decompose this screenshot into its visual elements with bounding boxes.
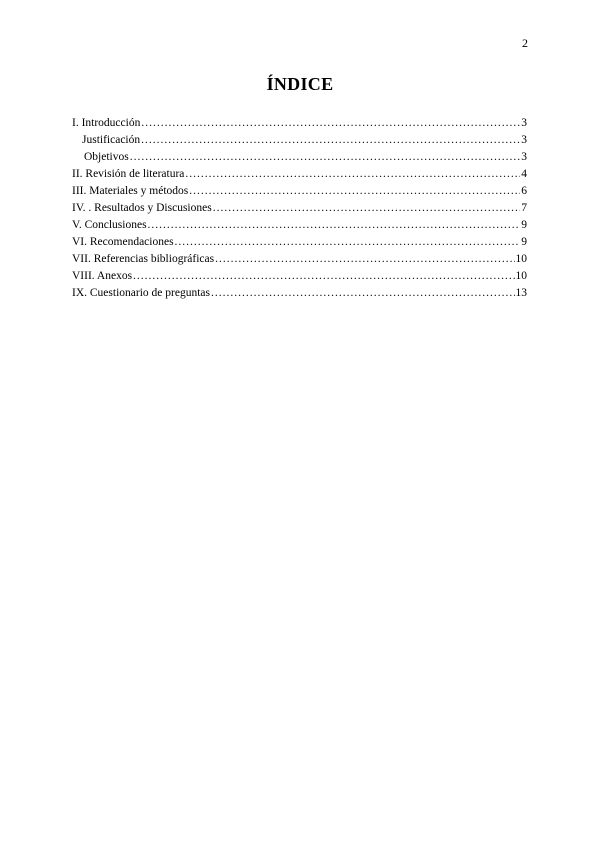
toc-entry-label: Justificación (82, 134, 141, 146)
toc-entry-page: 4 (521, 168, 527, 180)
toc-entry-page: 9 (521, 236, 527, 248)
toc-entry-page: 6 (521, 185, 527, 197)
toc-entry-page: 7 (521, 202, 527, 214)
toc-leader-dots (185, 166, 520, 183)
toc-entry-introduccion (72, 115, 527, 132)
toc-entry-label: VIII. Anexos (72, 270, 133, 282)
toc-leader-dots (189, 183, 520, 200)
toc-entry-revision-literatura (72, 166, 527, 183)
toc-entry-label: VII. Referencias bibliográficas (72, 253, 215, 265)
toc-entry-page: 3 (521, 151, 527, 163)
toc-leader-dots (141, 132, 520, 149)
page-title: ÍNDICE (266, 74, 334, 94)
toc-entry-page: 10 (515, 270, 527, 282)
toc-entry-anexos (72, 268, 527, 285)
toc-entry-materiales-metodos (72, 183, 527, 200)
toc-entry-label: IV. . Resultados y Discusiones (72, 202, 212, 214)
toc-entry-page: 9 (521, 219, 527, 231)
toc-entry-justificacion (72, 132, 527, 149)
toc-leader-dots (130, 149, 521, 166)
toc-entry-label: IX. Cuestionario de preguntas (72, 287, 210, 299)
toc-leader-dots (215, 251, 514, 268)
toc-entry-label: I. Introducción (72, 117, 141, 129)
toc-leader-dots (175, 234, 521, 251)
toc-leader-dots (148, 217, 521, 234)
page-number: 2 (522, 36, 528, 50)
toc-entry-resultados (72, 200, 527, 217)
toc-leader-dots (211, 285, 515, 302)
toc-entry-conclusiones (72, 217, 527, 234)
toc-leader-dots (141, 115, 520, 132)
toc-entry-label: Objetivos (84, 151, 129, 163)
toc-entry-recomendaciones (72, 234, 527, 251)
toc-entry-label: VI. Recomendaciones (72, 236, 174, 248)
toc-entry-page: 13 (515, 287, 527, 299)
toc-entry-label: II. Revisión de literatura (72, 168, 185, 180)
toc-entry-page: 3 (521, 117, 527, 129)
toc-leader-dots (213, 200, 521, 217)
toc-entry-page: 3 (521, 134, 527, 146)
toc-leader-dots (133, 268, 514, 285)
toc-entry-label: III. Materiales y métodos (72, 185, 189, 197)
toc-entry-referencias (72, 251, 527, 268)
toc-entry-objetivos (72, 149, 527, 166)
table-of-contents (72, 115, 527, 302)
toc-entry-page: 10 (515, 253, 527, 265)
toc-entry-cuestionario (72, 285, 527, 302)
toc-entry-label: V. Conclusiones (72, 219, 147, 231)
